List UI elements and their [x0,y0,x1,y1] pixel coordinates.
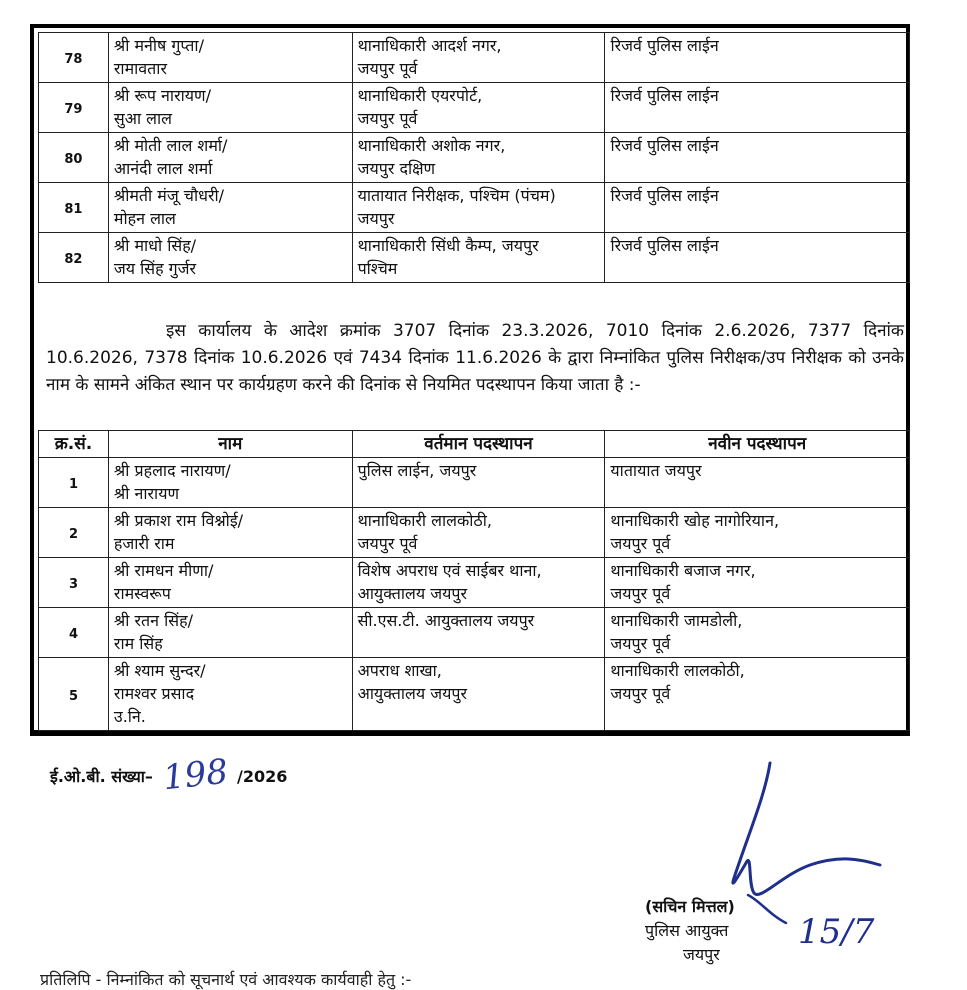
transfer-row [39,83,910,133]
cell-line: श्री मनीष गुप्ता/ [113,36,204,55]
serial-number: 82 [39,233,109,283]
serial-number: 78 [39,33,109,83]
eob-number-line [50,751,288,799]
cell-line: जयपुर पूर्व [357,109,418,128]
officer-name [108,508,352,558]
cell-line: रिजर्व पुलिस लाईन [610,186,719,205]
cell-line: सी.एस.टी. आयुक्तालय जयपुर [357,611,535,630]
officer-name [108,608,352,658]
current-posting [352,508,605,558]
cell-line: जयपुर पूर्व [357,534,418,553]
posting-row [39,458,910,508]
current-posting [352,608,605,658]
order-paragraph-text: इस कार्यालय के आदेश क्रमांक 3707 दिनांक 23.3.2026, 7010 दिनांक 2.6.2026, 7377 दिनांक 10.6.2026, 7378 दिनांक 10.6.2026 एवं 7434 दिनांक 11.6.2026 के द्वारा निम्नांकित पुलिस निरीक्षक/उप निरीक्षक को उनके नाम के सामने अंकित स्थान पर कार्यग्रहण करने की दिनांक से नियमित पदस्थापन किया जाता है :- [46,321,904,395]
cell-line: जयपुर [357,209,395,228]
cell-line: राम सिंह [113,634,163,653]
cell-line: रामस्वरूप [113,584,171,603]
new-posting [605,508,910,558]
officer-name [108,83,352,133]
cell-line: पुलिस लाईन, जयपुर [357,461,477,480]
serial-number: 5 [39,658,109,731]
cell-line: थानाधिकारी आदर्श नगर, [357,36,502,55]
new-posting [605,233,910,283]
new-posting [605,183,910,233]
transfer-row [39,33,910,83]
serial-number: 80 [39,133,109,183]
cell-line: रामश्वर प्रसाद [113,684,195,703]
handwritten-date: 15/7 [798,912,875,952]
cell-line: थानाधिकारी बजाज नगर, [610,561,756,580]
transfer-row [39,133,910,183]
cell-line: रिजर्व पुलिस लाईन [610,86,719,105]
serial-number: 3 [39,558,109,608]
document-frame [30,24,910,736]
cell-line: जयपुर पूर्व [610,634,671,653]
new-posting [605,133,910,183]
officer-name [108,233,352,283]
cell-line: जयपुर पूर्व [610,584,671,603]
cell-line: थानाधिकारी खोह नागोरियान, [610,511,780,530]
cell-line: श्रीमती मंजू चौधरी/ [113,186,225,205]
current-posting [352,658,605,731]
cell-line: जयपुर पूर्व [357,59,418,78]
new-posting [605,83,910,133]
cell-line: थानाधिकारी लालकोठी, [357,511,492,530]
cell-line: विशेष अपराध एवं साईबर थाना, [357,561,542,580]
current-posting [352,33,605,83]
posting-row [39,658,910,731]
new-posting [605,558,910,608]
new-posting [605,658,910,731]
transfer-row [39,233,910,283]
cell-line: जयपुर पूर्व [610,684,671,703]
signatory-name: (सचिन मित्तल) [645,897,735,916]
cell-line: पश्चिम [357,259,398,278]
new-posting [605,608,910,658]
current-posting [352,133,605,183]
cell-line: रिजर्व पुलिस लाईन [610,236,719,255]
current-posting [352,183,605,233]
cell-line: यातायात निरीक्षक, पश्चिम (पंचम) [357,186,556,205]
signatory-block [645,895,735,967]
cell-line: श्री प्रहलाद नारायण/ [113,461,231,480]
current-posting [352,458,605,508]
cell-line: श्री मोती लाल शर्मा/ [113,136,228,155]
eob-year: /2026 [236,767,288,786]
current-posting [352,233,605,283]
new-posting [605,458,910,508]
cell-line: आयुक्तालय जयपुर [357,684,468,703]
cell-line: थानाधिकारी अशोक नगर, [357,136,506,155]
cell-line: यातायात जयपुर [610,461,702,480]
cell-line: जय सिंह गुर्जर [113,259,197,278]
cell-line: अपराध शाखा, [357,661,442,680]
cell-line: श्री रतन सिंह/ [113,611,193,630]
posting-table-body [39,458,910,731]
signatory-designation: पुलिस आयुक्त [645,921,729,940]
cell-line: जयपुर पूर्व [610,534,671,553]
new-posting [605,33,910,83]
posting-row [39,508,910,558]
transfer-table-continued [38,32,910,283]
transfer-table-continued-body [39,33,910,283]
officer-name [108,133,352,183]
header-serial: क्र.सं. [39,431,109,458]
cell-line: उ.नि. [113,707,146,726]
cell-line: श्री माधो सिंह/ [113,236,197,255]
cell-line: श्री रामधन मीणा/ [113,561,214,580]
cell-line: थानाधिकारी सिंधी कैम्प, जयपुर [357,236,539,255]
cell-line: रामावतार [113,59,167,78]
eob-label: ई.ओ.बी. संख्या– [50,767,153,786]
cell-line: श्री नारायण [113,484,180,503]
posting-row [39,608,910,658]
cell-line: सुआ लाल [113,109,172,128]
serial-number: 2 [39,508,109,558]
signatory-place: जयपुर [683,945,720,964]
copy-to-line: प्रतिलिपि - निम्नांकित को सूचनार्थ एवं आवश्यक कार्यवाही हेतु :- [40,970,412,989]
cell-line: रिजर्व पुलिस लाईन [610,136,719,155]
cell-line: रिजर्व पुलिस लाईन [610,36,719,55]
eob-handwritten-number: 198 [160,751,230,799]
cell-line: जयपुर दक्षिण [357,159,436,178]
header-name: नाम [108,431,352,458]
posting-table-header [39,431,910,458]
cell-line: हजारी राम [113,534,175,553]
order-paragraph [46,318,904,399]
header-new-posting: नवीन पदस्थापन [605,431,910,458]
officer-name [108,558,352,608]
cell-line: मोहन लाल [113,209,176,228]
officer-name [108,458,352,508]
cell-line: श्री प्रकाश राम विश्नोई/ [113,511,244,530]
cell-line: आयुक्तालय जयपुर [357,584,468,603]
cell-line: श्री श्याम सुन्दर/ [113,661,206,680]
serial-number: 79 [39,83,109,133]
officer-name [108,183,352,233]
cell-line: थानाधिकारी जामडोली, [610,611,743,630]
cell-line: थानाधिकारी लालकोठी, [610,661,745,680]
cell-line: थानाधिकारी एयरपोर्ट, [357,86,483,105]
header-current-posting: वर्तमान पदस्थापन [352,431,605,458]
cell-line: आनंदी लाल शर्मा [113,159,213,178]
officer-name [108,33,352,83]
cell-line: श्री रूप नारायण/ [113,86,212,105]
transfer-row [39,183,910,233]
serial-number: 1 [39,458,109,508]
current-posting [352,558,605,608]
current-posting [352,83,605,133]
posting-table [38,430,910,731]
officer-name [108,658,352,731]
serial-number: 4 [39,608,109,658]
posting-row [39,558,910,608]
serial-number: 81 [39,183,109,233]
